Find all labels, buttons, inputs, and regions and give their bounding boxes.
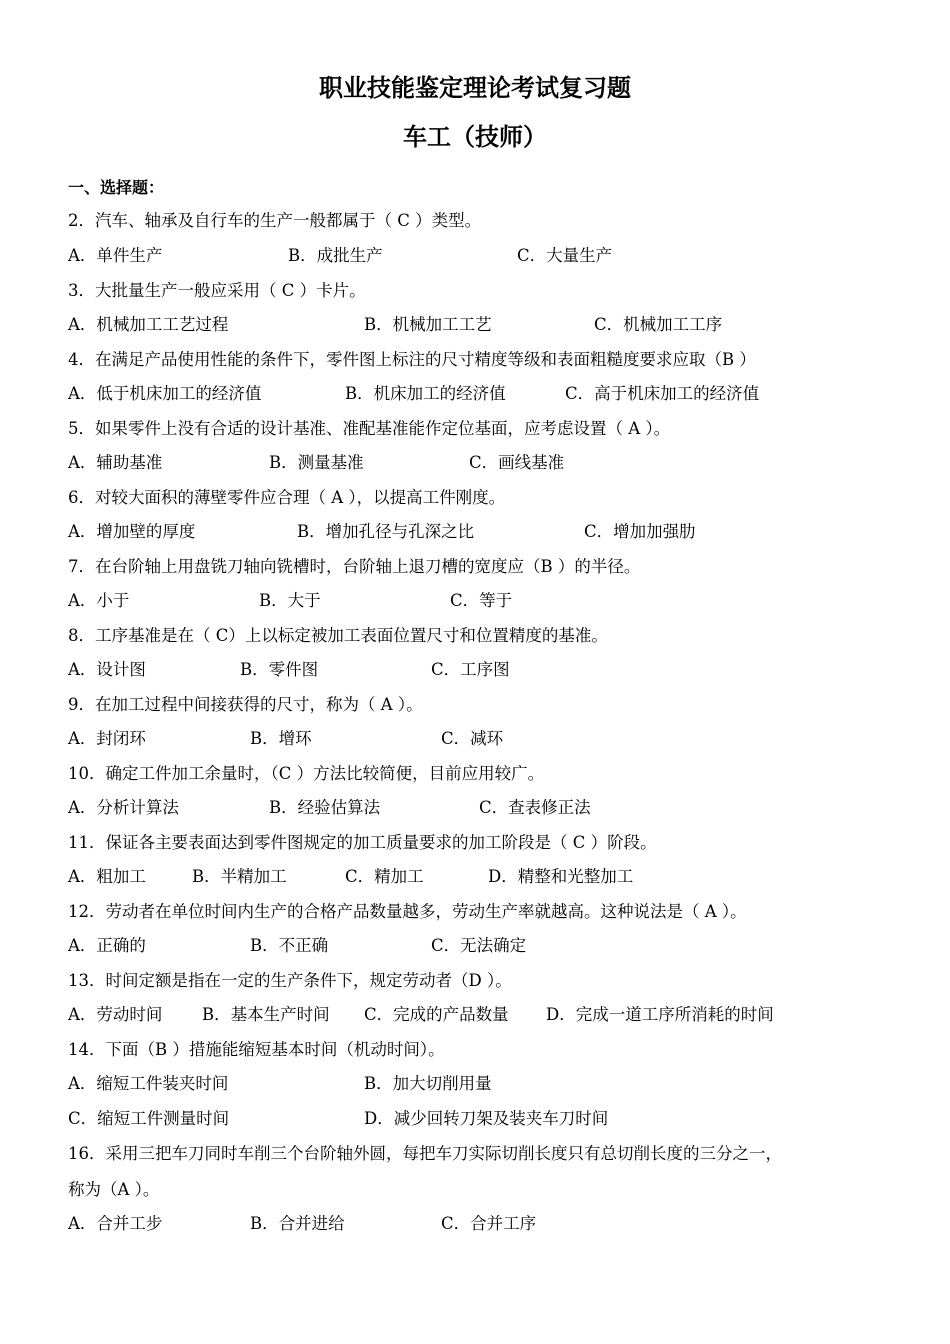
question-text: 7．在台阶轴上用盘铣刀轴向铣槽时，台阶轴上退刀槽的宽度应（B ）的半径。 <box>68 557 641 576</box>
section-heading: 一、选择题： <box>68 178 165 197</box>
option: C．机械加工工序 <box>594 315 723 334</box>
question-text: 4．在满足产品使用性能的条件下，零件图上标注的尺寸精度等级和表面粗糙度要求应取（B ） <box>68 350 756 369</box>
option: A．缩短工件装夹时间 <box>68 1074 229 1093</box>
question-text: 2．汽车、轴承及自行车的生产一般都属于（ C ）类型。 <box>68 211 482 230</box>
question-text: 5．如果零件上没有合适的设计基准、准配基准能作定位基面，应考虑设置（ A ）。 <box>68 419 671 438</box>
option: A．合并工步 <box>68 1214 163 1233</box>
option: B．大于 <box>259 591 321 610</box>
option: D．精整和光整加工 <box>488 867 634 886</box>
option: C．画线基准 <box>469 453 565 472</box>
question-text: 11．保证各主要表面达到零件图规定的加工质量要求的加工阶段是（ C ）阶段。 <box>68 833 657 852</box>
option: A．小于 <box>68 591 130 610</box>
option: C．查表修正法 <box>479 798 591 817</box>
option: B．加大切削用量 <box>364 1074 492 1093</box>
option: C．无法确定 <box>431 936 527 955</box>
option: B．增环 <box>250 729 312 748</box>
question-text: 16．采用三把车刀同时车削三个台阶轴外圆，每把车刀实际切削长度只有总切削长度的三分之一， <box>68 1144 782 1163</box>
option: B．机械加工工艺 <box>364 315 492 334</box>
page-subtitle: 车工（技师） <box>403 123 547 151</box>
question-text-continued: 称为（A ）。 <box>68 1180 160 1199</box>
option: B．基本生产时间 <box>202 1005 330 1024</box>
option: C．高于机床加工的经济值 <box>565 384 760 403</box>
option: C．减环 <box>441 729 504 748</box>
question-text: 13．时间定额是指在一定的生产条件下，规定劳动者（D ）。 <box>68 971 512 990</box>
option: B．测量基准 <box>269 453 364 472</box>
option: A．机械加工工艺过程 <box>68 315 229 334</box>
option: A．辅助基准 <box>68 453 163 472</box>
question-text: 10．确定工件加工余量时，（C ）方法比较简便，目前应用较广。 <box>68 764 545 783</box>
option: C．合并工序 <box>441 1214 537 1233</box>
option: B．合并进给 <box>250 1214 345 1233</box>
option: C．精加工 <box>345 867 424 886</box>
page-title: 职业技能鉴定理论考试复习题 <box>319 74 631 102</box>
option: B．零件图 <box>240 660 319 679</box>
option: A．增加壁的厚度 <box>68 522 196 541</box>
option: A．正确的 <box>68 936 146 955</box>
option: A．单件生产 <box>68 246 163 265</box>
question-text: 8．工序基准是在（ C）上以标定被加工表面位置尺寸和位置精度的基准。 <box>68 626 608 645</box>
option: C．缩短工件测量时间 <box>68 1109 230 1128</box>
question-text: 9．在加工过程中间接获得的尺寸，称为（ A ）。 <box>68 695 423 714</box>
option: A．设计图 <box>68 660 146 679</box>
option: C．大量生产 <box>517 246 613 265</box>
option: B．机床加工的经济值 <box>345 384 506 403</box>
option: C．工序图 <box>431 660 510 679</box>
option: D．减少回转刀架及装夹车刀时间 <box>364 1109 609 1128</box>
option: A．低于机床加工的经济值 <box>68 384 262 403</box>
option: A．分析计算法 <box>68 798 179 817</box>
option: B．半精加工 <box>192 867 287 886</box>
option: A．封闭环 <box>68 729 146 748</box>
option: C．完成的产品数量 <box>364 1005 509 1024</box>
option: B．成批生产 <box>288 246 383 265</box>
option: B．不正确 <box>250 936 329 955</box>
option: B．增加孔径与孔深之比 <box>297 522 475 541</box>
option: B．经验估算法 <box>269 798 381 817</box>
question-text: 3．大批量生产一般应采用（ C ）卡片。 <box>68 281 366 300</box>
option: A．粗加工 <box>68 867 146 886</box>
question-text: 14．下面（B ）措施能缩短基本时间（机动时间）。 <box>68 1040 445 1059</box>
question-text: 6．对较大面积的薄壁零件应合理（ A ），以提高工件刚度。 <box>68 488 506 507</box>
option: A．劳动时间 <box>68 1005 163 1024</box>
option: D．完成一道工序所消耗的时间 <box>546 1005 774 1024</box>
option: C．增加加强肋 <box>584 522 696 541</box>
option: C．等于 <box>450 591 513 610</box>
question-text: 12．劳动者在单位时间内生产的合格产品数量越多，劳动生产率就越高。这种说法是（ A ）。 <box>68 902 747 921</box>
